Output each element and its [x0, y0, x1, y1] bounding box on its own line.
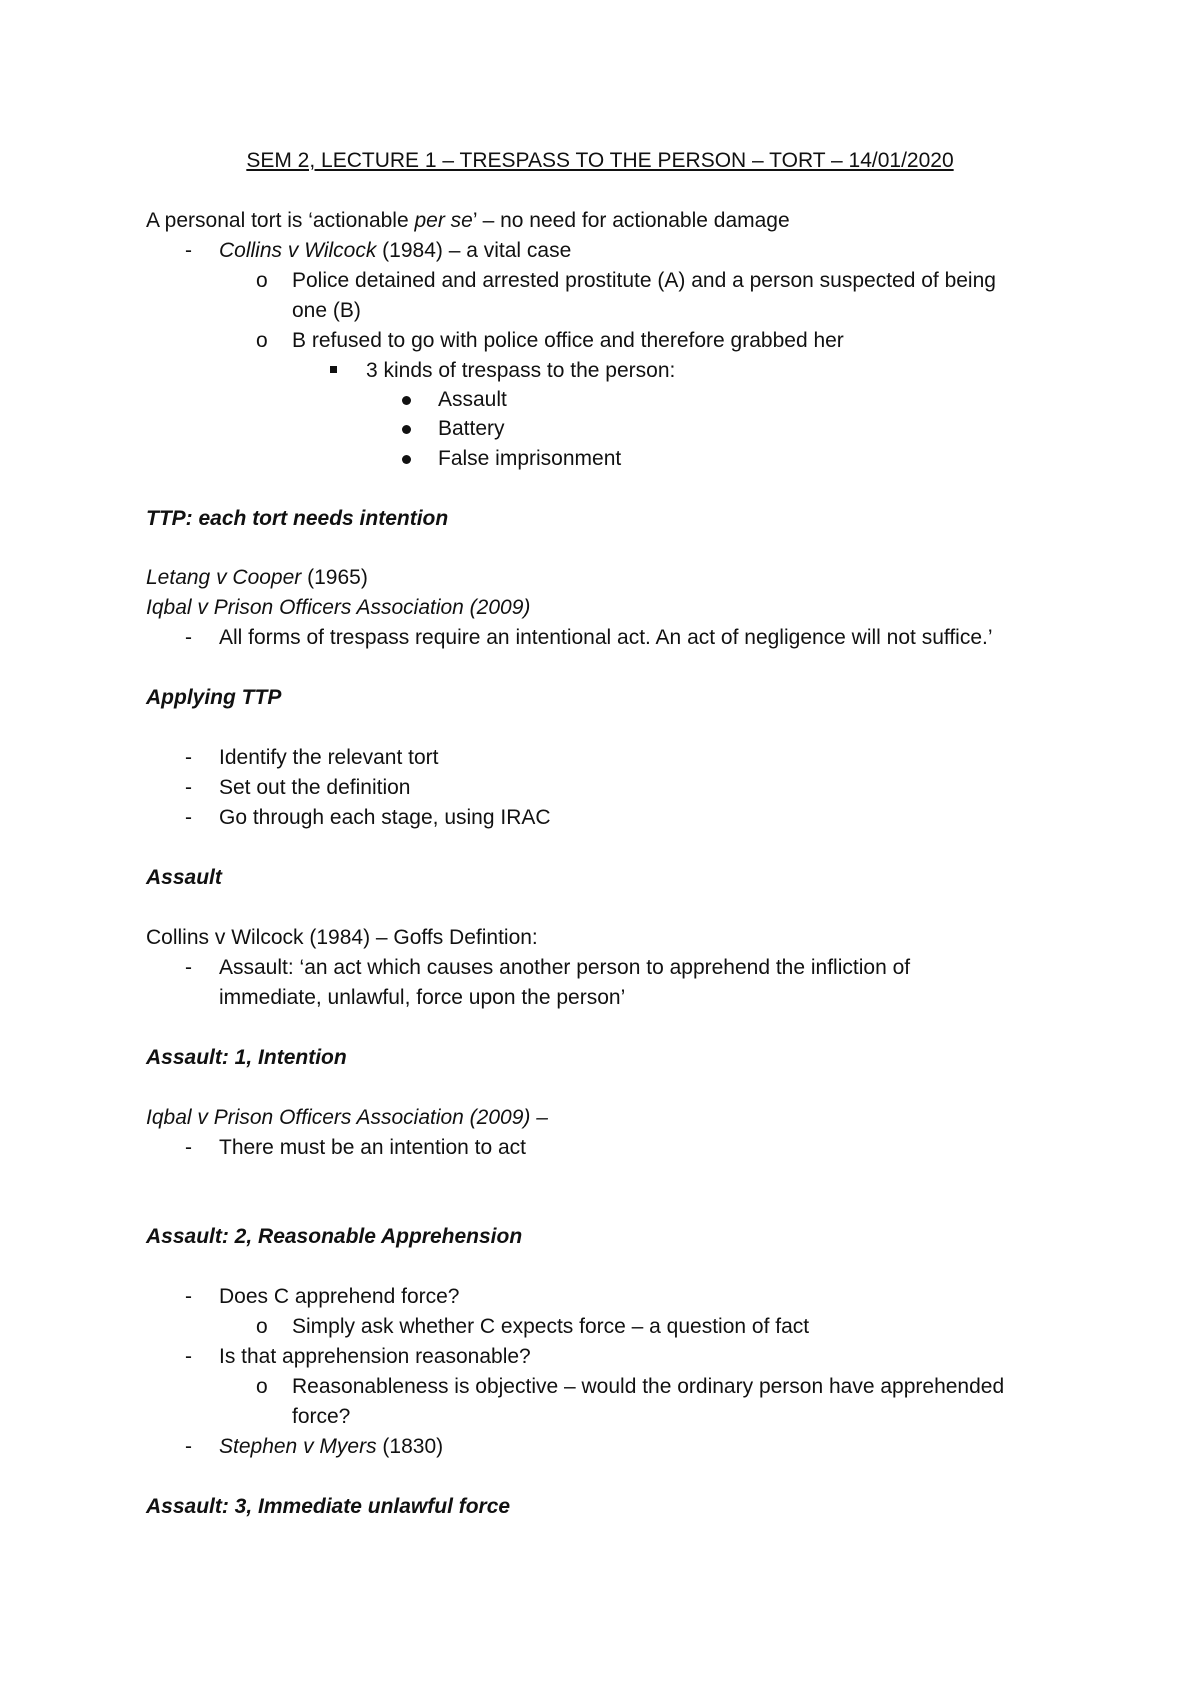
assault-definition: Assault: ‘an act which causes another person to apprehend the infliction of	[219, 956, 911, 979]
square-bullet	[330, 366, 337, 373]
dot-bullet	[402, 396, 411, 405]
dash-bullet: -	[185, 1345, 192, 1368]
collins-fact-1-cont: one (B)	[292, 299, 361, 322]
dash-bullet: -	[185, 776, 192, 799]
intro-italic: per se	[414, 209, 473, 232]
iqbal-quote: All forms of trespass require an intentional act. An act of negligence will not suffice.’	[219, 626, 993, 649]
page-title: SEM 2, LECTURE 1 – TRESPASS TO THE PERSON – TORT – 14/01/2020	[246, 149, 954, 172]
case-name: Collins v Wilcock	[219, 239, 377, 262]
apprehension-q2: Is that apprehension reasonable?	[219, 1345, 531, 1368]
dash-bullet: -	[185, 1435, 192, 1458]
circle-bullet: o	[256, 1375, 268, 1398]
apprehension-q1: Does C apprehend force?	[219, 1285, 460, 1308]
letang-line	[146, 563, 368, 593]
case-year: (1830)	[376, 1435, 444, 1458]
apprehension-q2-sub: Reasonableness is objective – would the ordinary person have apprehended	[292, 1375, 1005, 1398]
heading-intention: Assault: 1, Intention	[146, 1046, 347, 1069]
goffs-line: Collins v Wilcock (1984) – Goffs Defintion:	[146, 926, 538, 949]
heading-ttp: TTP: each tort needs intention	[146, 507, 449, 530]
applying-item: Identify the relevant tort	[219, 746, 439, 769]
dash-bullet: -	[185, 746, 192, 769]
collins-case-line	[219, 236, 571, 266]
dash-bullet: -	[185, 239, 192, 262]
collins-fact-1: Police detained and arrested prostitute (A) and a person suspected of being	[292, 269, 996, 292]
dash-bullet: -	[185, 1136, 192, 1159]
intro-line	[146, 206, 790, 236]
applying-item: Set out the definition	[219, 776, 411, 799]
iqbal-line-2: Iqbal v Prison Officers Association (2009) –	[146, 1106, 548, 1129]
apprehension-q2-sub-cont: force?	[292, 1405, 351, 1428]
stephen-line	[219, 1432, 443, 1462]
dot-bullet	[402, 425, 411, 434]
dash-bullet: -	[185, 956, 192, 979]
circle-bullet: o	[256, 329, 268, 352]
kind-item: Battery	[438, 417, 505, 440]
heading-force: Assault: 3, Immediate unlawful force	[146, 1495, 511, 1518]
case-year: (1965)	[301, 566, 368, 589]
dash-bullet: -	[185, 806, 192, 829]
case-name: Letang v Cooper	[146, 566, 302, 589]
iqbal-line: Iqbal v Prison Officers Association (2009)	[146, 596, 531, 619]
apprehension-q1-sub: Simply ask whether C expects force – a question of fact	[292, 1315, 810, 1338]
kinds-label: 3 kinds of trespass to the person:	[366, 359, 676, 382]
heading-applying: Applying TTP	[146, 686, 282, 709]
case-name: Stephen v Myers	[219, 1435, 377, 1458]
case-note: (1984) – a vital case	[376, 239, 572, 262]
heading-assault: Assault	[146, 866, 222, 889]
circle-bullet: o	[256, 1315, 268, 1338]
circle-bullet: o	[256, 269, 268, 292]
dot-bullet	[402, 455, 411, 464]
kind-item: Assault	[438, 388, 507, 411]
intro-text-end: ’ – no need for actionable damage	[472, 209, 790, 232]
heading-apprehension: Assault: 2, Reasonable Apprehension	[146, 1225, 523, 1248]
assault-definition-cont: immediate, unlawful, force upon the person’	[219, 986, 626, 1009]
intention-item: There must be an intention to act	[219, 1136, 527, 1159]
applying-item: Go through each stage, using IRAC	[219, 806, 551, 829]
intro-text: A personal tort is ‘actionable	[146, 209, 415, 232]
kind-item: False imprisonment	[438, 447, 622, 470]
dash-bullet: -	[185, 1285, 192, 1308]
collins-fact-2: B refused to go with police office and therefore grabbed her	[292, 329, 844, 352]
dash-bullet: -	[185, 626, 192, 649]
